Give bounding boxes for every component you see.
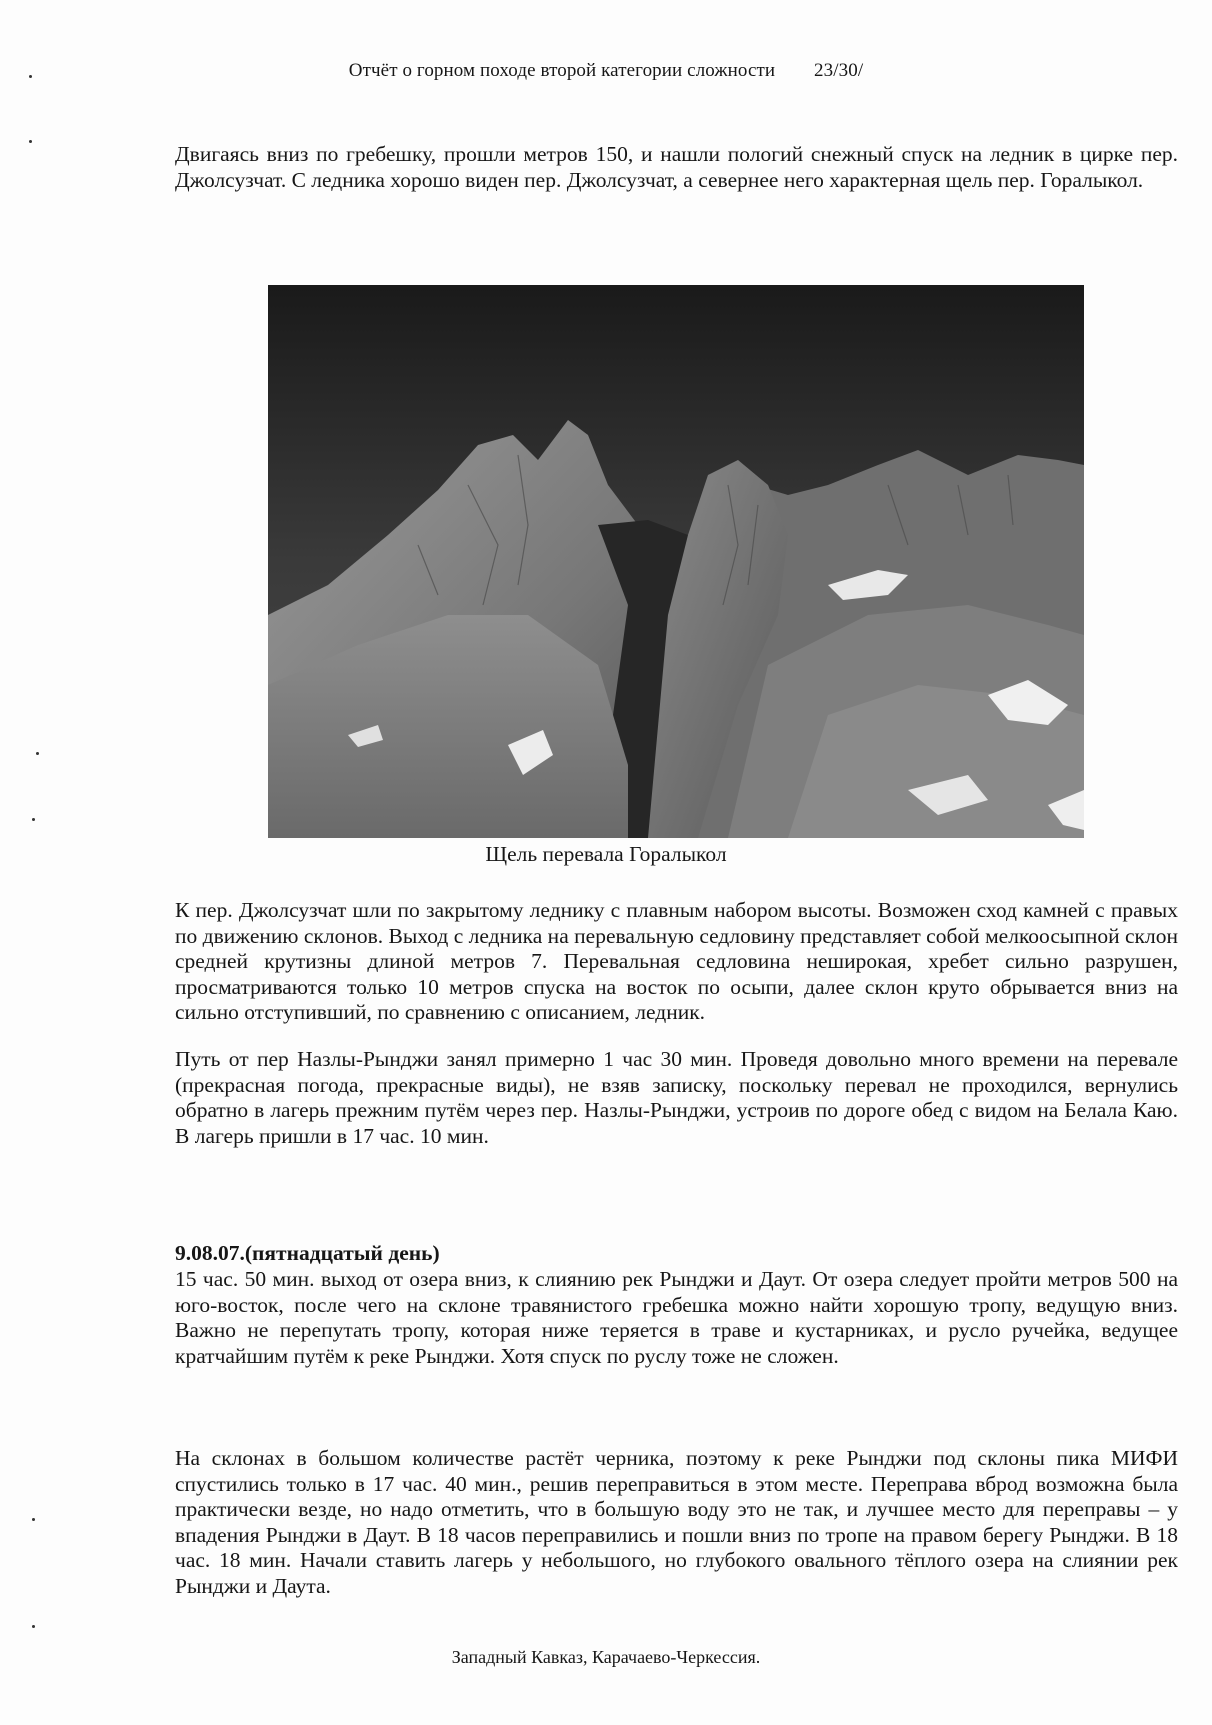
scan-speck xyxy=(36,752,39,755)
page-number: 23/30/ xyxy=(814,60,864,81)
paragraph-1 xyxy=(175,142,1178,193)
scan-speck xyxy=(29,140,32,143)
mountain-photo-image xyxy=(268,285,1084,838)
scan-speck xyxy=(32,1518,35,1521)
page-header xyxy=(0,60,1212,82)
paragraph-4 xyxy=(175,1267,1178,1369)
scan-speck xyxy=(32,1625,35,1628)
scan-speck xyxy=(32,818,35,821)
paragraph-text: Двигаясь вниз по гребешку, прошли метров 150, и нашли пологий снежный спуск на ледник в цирке пер. Джолсузчат. С ледника хорошо виден пер. Джолсузчат, а севернее него характерная щель пер. Горалыкол. xyxy=(175,142,1178,192)
header-title: Отчёт о горном походе второй категории сложности xyxy=(348,60,776,81)
photo-caption: Щель перевала Горалыкол xyxy=(485,842,727,866)
paragraph-3 xyxy=(175,1047,1178,1149)
day-heading xyxy=(175,1241,1178,1267)
paragraph-5 xyxy=(175,1446,1178,1599)
page-footer: Западный Кавказ, Карачаево-Черкессия. xyxy=(451,1647,761,1667)
paragraph-text: На склонах в большом количестве растёт черника, поэтому к реке Рынджи под склоны пика МИФИ спустились только в 17 час. 40 мин., решив переправиться в этом месте. Переправа вброд возможна была практически везде, но надо отметить, что в большую воду это не так, и лучшее место для переправы – у впадения Рынджи в Даут. В 18 часов переправились и пошли вниз по тропе на правом берегу Рынджи. В 18 час. 18 мин. Начали ставить лагерь у небольшого, но глубокого овального тёплого озера на слиянии рек Рынджи и Даута. xyxy=(175,1446,1178,1598)
paragraph-text: Путь от пер Назлы-Рынджи занял примерно 1 час 30 мин. Проведя довольно много времени на перевале (прекрасная погода, прекрасные виды), не взяв записку, поскольку перевал не проходился, вернулись обратно в лагерь прежним путём через пер. Назлы-Рынджи, устроив по дороге обед с видом на Белала Каю. В лагерь пришли в 17 час. 10 мин. xyxy=(175,1047,1178,1148)
paragraph-2 xyxy=(175,898,1178,1026)
paragraph-text: К пер. Джолсузчат шли по закрытому леднику с плавным набором высоты. Возможен сход камней с правых по движению склонов. Выход с ледника на перевальную седловину представляет собой мелкоосыпной склон средней крутизны длиной метров 7. Перевальная седловина неширокая, хребет сильно разрушен, просматриваются только 10 метров спуска на восток по осыпи, далее склон круто обрывается вниз на сильно отступивший, по сравнению с описанием, ледник. xyxy=(175,898,1178,1024)
paragraph-text: 15 час. 50 мин. выход от озера вниз, к слиянию рек Рынджи и Даут. От озера следует пройти метров 500 на юго-восток, после чего на склоне травянистого гребешка можно найти хорошую тропу, ведущую вниз. Важно не перепутать тропу, которая ниже теряется в траве и кустарниках, и русло ручейка, ведущее кратчайшим путём к реке Рынджи. Хотя спуск по руслу тоже не сложен. xyxy=(175,1267,1178,1368)
mountain-photo xyxy=(268,285,1084,838)
day-heading-text: 9.08.07.(пятнадцатый день) xyxy=(175,1241,440,1265)
